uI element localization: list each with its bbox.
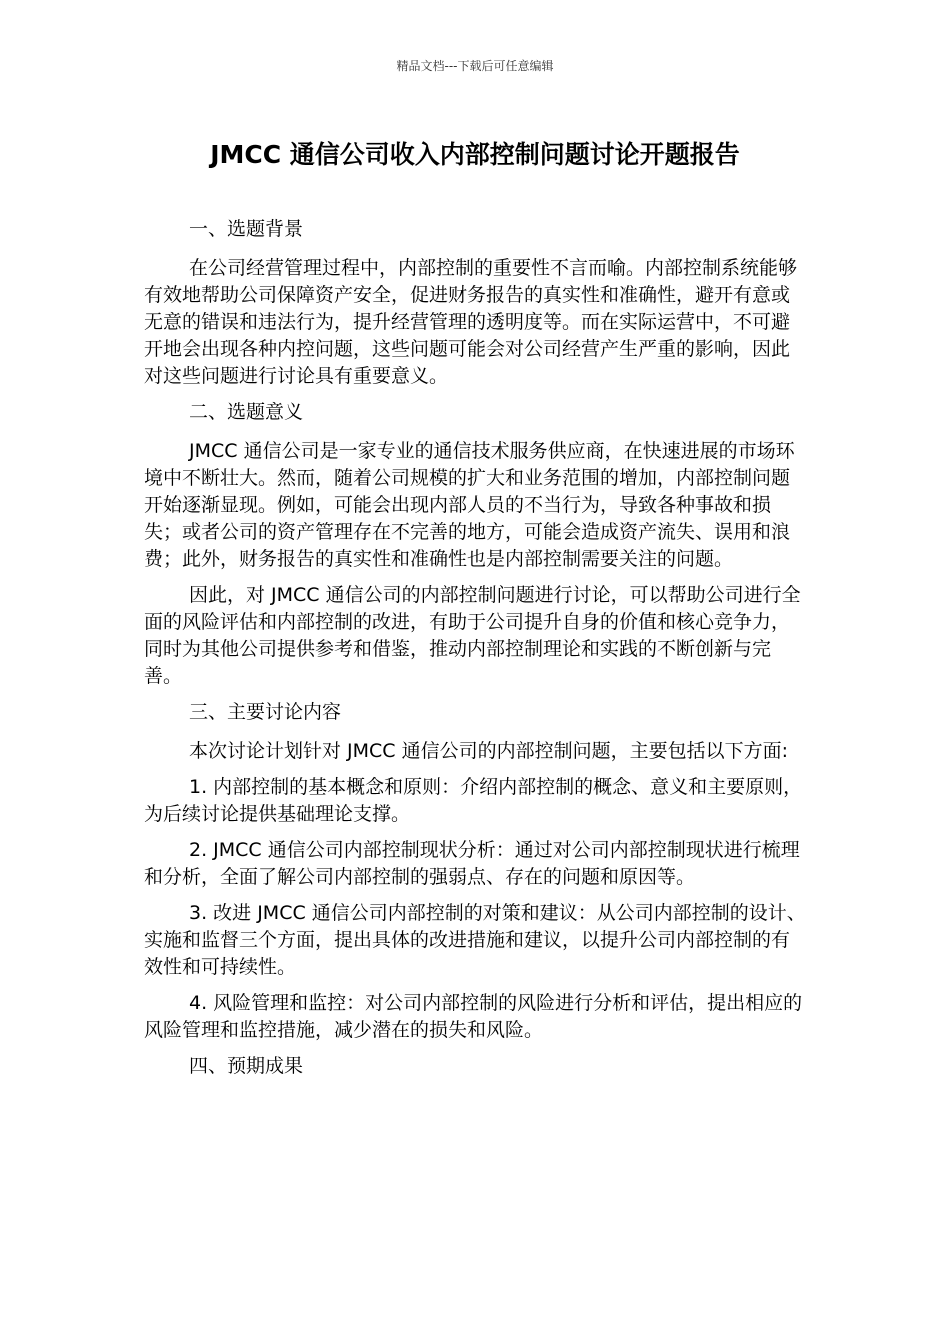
header-note: 精品文档---下载后可任意编辑 bbox=[396, 59, 554, 73]
section-heading-significance: 二、选题意义 bbox=[189, 401, 304, 423]
paragraph-significance-2: 因此，对 JMCC 通信公司的内部控制问题进行讨论，可以帮助公司进行全面的风险评估和内部控制的改进，有助于公司提升自身的价值和核心竞争力，同时为其他公司提供参考和借鉴，推动内部控制理论和实践的不断创新与完善。 bbox=[144, 584, 801, 687]
section-heading-background: 一、选题背景 bbox=[189, 218, 304, 240]
list-item-risk-management: 4. 风险管理和监控：对公司内部控制的风险进行分析和评估，提出相应的风险管理和监控措施，减少潜在的损失和风险。 bbox=[144, 992, 803, 1041]
list-item-status-analysis: 2. JMCC 通信公司内部控制现状分析：通过对公司内部控制现状进行梳理和分析，全面了解公司内部控制的强弱点、存在的问题和原因等。 bbox=[144, 839, 800, 888]
section-heading-expected-results: 四、预期成果 bbox=[189, 1055, 304, 1077]
paragraph-significance-1: JMCC 通信公司是一家专业的通信技术服务供应商，在快速进展的市场环境中不断壮大。然而，随着公司规模的扩大和业务范围的增加，内部控制问题开始逐渐显现。例如，可能会出现内部人员的不当行为，导致各种事故和损失；或者公司的资产管理存在不完善的地方，可能会造成资产流失、误用和浪费；此外，财务报告的真实性和准确性也是内部控制需要关注的问题。 bbox=[144, 440, 795, 570]
document-body bbox=[144, 216, 808, 1092]
paragraph-main-content-intro: 本次讨论计划针对 JMCC 通信公司的内部控制问题，主要包括以下方面: bbox=[189, 740, 789, 762]
list-item-improvement-measures: 3. 改进 JMCC 通信公司内部控制的对策和建议：从公司内部控制的设计、实施和监督三个方面，提出具体的改进措施和建议，以提升公司内部控制的有效性和可持续性。 bbox=[144, 902, 806, 978]
list-item-basic-concepts: 1. 内部控制的基本概念和原则：介绍内部控制的概念、意义和主要原则，为后续讨论提供基础理论支撑。 bbox=[144, 776, 803, 825]
section-heading-main-content: 三、主要讨论内容 bbox=[189, 701, 342, 723]
paragraph-background: 在公司经营管理过程中，内部控制的重要性不言而喻。内部控制系统能够有效地帮助公司保障资产安全，促进财务报告的真实性和准确性，避开有意或无意的错误和违法行为，提升经营管理的透明度等。而在实际运营中，不可避开地会出现各种内控问题，这些问题可能会对公司经营产生严重的影响，因此对这些问题进行讨论具有重要意义。 bbox=[144, 257, 798, 387]
document-title: JMCC 通信公司收入内部控制问题讨论开题报告 bbox=[210, 140, 740, 169]
